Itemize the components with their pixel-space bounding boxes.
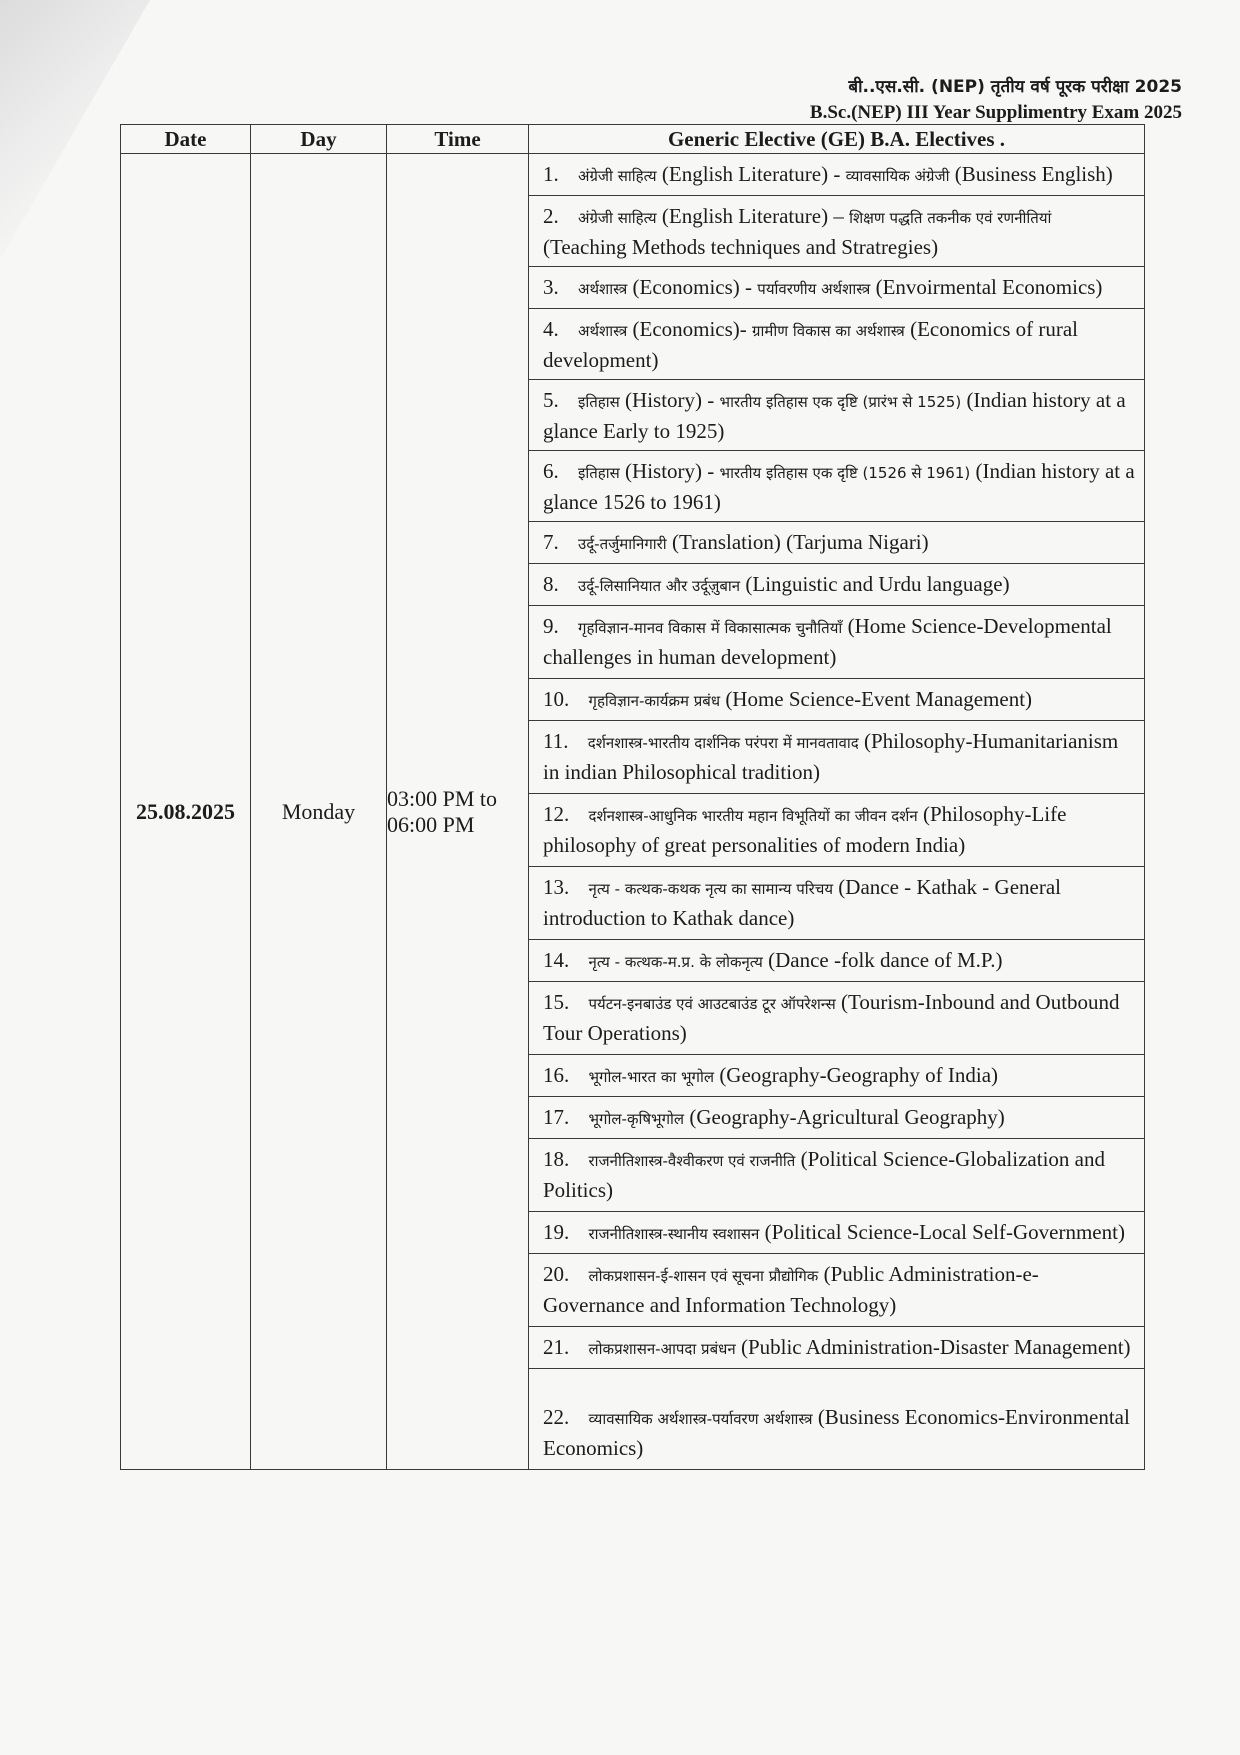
course-subname-hindi: शिक्षण पद्धति तकनीक एवं रणनीतियां xyxy=(849,209,1052,227)
course-name-hindi: गृहविज्ञान-कार्यक्रम प्रबंध xyxy=(588,692,721,710)
course-name-hindi: नृत्य - कत्थक-कथक नृत्य का सामान्य परिचय xyxy=(588,880,834,898)
course-number: 18. xyxy=(543,1147,570,1171)
course-item xyxy=(529,1139,1144,1212)
course-name-english: (History) - xyxy=(625,459,715,483)
course-name-hindi: लोकप्रशासन-आपदा प्रबंधन xyxy=(588,1340,736,1358)
course-subname-hindi: पर्यावरणीय अर्थशास्त्र xyxy=(757,280,871,298)
course-item xyxy=(529,1369,1144,1469)
course-number: 5. xyxy=(543,388,559,412)
course-name-english: (English Literature) - xyxy=(661,162,841,186)
course-item xyxy=(529,267,1144,309)
course-subname-english: (Indian history at a glance 1526 to 1961) xyxy=(543,459,1135,514)
exam-title-english: B.Sc.(NEP) III Year Supplimentry Exam 2025 xyxy=(809,102,1182,123)
column-header-time: Time xyxy=(387,125,529,154)
course-name-hindi: व्यावसायिक अर्थशास्त्र-पर्यावरण अर्थशास्त्र xyxy=(588,1410,813,1428)
exam-time-end: 06:00 PM xyxy=(387,811,475,837)
course-subname-english: (Teaching Methods techniques and Stratregies) xyxy=(543,235,939,259)
course-name-english: (Translation) (Tarjuma Nigari) xyxy=(671,530,929,554)
course-name-english: (Philosophy-Humanitarianism in indian Philosophical tradition) xyxy=(543,729,1119,784)
course-number: 3. xyxy=(543,275,559,299)
course-name-hindi: राजनीतिशास्त्र-वैश्वीकरण एवं राजनीति xyxy=(588,1152,796,1170)
course-item xyxy=(529,196,1144,267)
course-number: 7. xyxy=(543,530,559,554)
course-name-hindi: नृत्य - कत्थक-म.प्र. के लोकनृत्य xyxy=(588,953,763,971)
course-name-hindi: लोकप्रशासन-ई-शासन एवं सूचना प्रौद्योगिक xyxy=(588,1267,819,1285)
course-subname-english: (Indian history at a glance Early to 1925) xyxy=(543,388,1126,443)
course-name-english: (Home Science-Event Management) xyxy=(725,687,1033,711)
course-name-hindi: अंग्रेजी साहित्य xyxy=(578,209,657,227)
course-name-hindi: राजनीतिशास्त्र-स्थानीय स्वशासन xyxy=(588,1225,760,1243)
course-item xyxy=(529,1254,1144,1327)
course-name-hindi: उर्दू-तर्जुमानिगारी xyxy=(578,535,667,553)
course-number: 13. xyxy=(543,875,570,899)
exam-time-start: 03:00 PM to xyxy=(387,785,498,811)
column-header-subject: Generic Elective (GE) B.A. Electives . xyxy=(529,125,1145,154)
course-number: 2. xyxy=(543,204,559,228)
course-subname-hindi: व्यावसायिक अंग्रेजी xyxy=(845,167,950,185)
course-number: 16. xyxy=(543,1063,570,1087)
course-subname-english: (Business English) xyxy=(954,162,1113,186)
course-item xyxy=(529,679,1144,721)
course-number: 12. xyxy=(543,802,570,826)
course-name-english: (Dance -folk dance of M.P.) xyxy=(768,948,1003,972)
table-row xyxy=(121,154,1145,1470)
course-subname-hindi: ग्रामीण विकास का अर्थशास्त्र xyxy=(752,322,905,340)
course-item xyxy=(529,1097,1144,1139)
column-header-date: Date xyxy=(121,125,251,154)
course-name-english: (Political Science-Globalization and Politics) xyxy=(543,1147,1105,1202)
course-name-english: (Tourism-Inbound and Outbound Tour Operations) xyxy=(543,990,1120,1045)
course-item xyxy=(529,451,1144,522)
course-subname-hindi: भारतीय इतिहास एक दृष्टि (1526 से 1961) xyxy=(719,464,971,482)
course-name-english: (Geography-Agricultural Geography) xyxy=(689,1105,1005,1129)
course-item xyxy=(529,309,1144,380)
course-name-english: (Economics) - xyxy=(632,275,753,299)
course-subname-english: (Envoirmental Economics) xyxy=(875,275,1103,299)
course-name-hindi: अर्थशास्त्र xyxy=(578,322,628,340)
exam-day: Monday xyxy=(251,154,387,1470)
column-header-day: Day xyxy=(251,125,387,154)
course-number: 14. xyxy=(543,948,570,972)
course-name-hindi: उर्दू-लिसानियात और उर्दूज़ुबान xyxy=(578,577,741,595)
course-name-english: (Geography-Geography of India) xyxy=(719,1063,999,1087)
course-item xyxy=(529,940,1144,982)
course-name-english: (Dance - Kathak - General introduction to Kathak dance) xyxy=(543,875,1062,930)
course-item xyxy=(529,982,1144,1055)
course-number: 4. xyxy=(543,317,559,341)
course-item xyxy=(529,154,1144,196)
course-name-english: (History) - xyxy=(625,388,715,412)
course-item xyxy=(529,606,1144,679)
course-number: 9. xyxy=(543,614,559,638)
course-name-english: (Public Administration-e-Governance and Information Technology) xyxy=(543,1262,1039,1317)
exam-time xyxy=(387,154,529,1470)
course-name-english: (Philosophy-Life philosophy of great personalities of modern India) xyxy=(543,802,1067,857)
course-number: 20. xyxy=(543,1262,570,1286)
course-item xyxy=(529,564,1144,606)
course-number: 6. xyxy=(543,459,559,483)
course-name-hindi: अर्थशास्त्र xyxy=(578,280,628,298)
course-item xyxy=(529,380,1144,451)
course-name-hindi: दर्शनशास्त्र-आधुनिक भारतीय महान विभूतियों का जीवन दर्शन xyxy=(588,807,918,825)
course-number: 22. xyxy=(543,1405,570,1429)
course-item xyxy=(529,1055,1144,1097)
course-name-hindi: अंग्रेजी साहित्य xyxy=(578,167,657,185)
course-number: 10. xyxy=(543,687,570,711)
course-name-english: (Political Science-Local Self-Government) xyxy=(764,1220,1125,1244)
course-item xyxy=(529,1327,1144,1369)
course-name-english: (English Literature) – xyxy=(661,204,844,228)
course-subname-english: (Economics of rural development) xyxy=(543,317,1079,372)
course-name-hindi: भूगोल-कृषिभूगोल xyxy=(588,1110,685,1128)
course-number: 15. xyxy=(543,990,570,1014)
table-header-row xyxy=(121,125,1145,154)
course-number: 11. xyxy=(543,729,569,753)
course-name-english: (Business Economics-Environmental Economics) xyxy=(543,1405,1130,1460)
exam-schedule-table xyxy=(120,124,1145,1470)
course-item xyxy=(529,867,1144,940)
course-name-hindi: इतिहास xyxy=(578,393,620,411)
exam-title-hindi: बी..एस.सी. (NEP) तृतीय वर्ष पूरक परीक्षा 2025 xyxy=(848,77,1182,97)
course-name-english: (Public Administration-Disaster Management) xyxy=(740,1335,1131,1359)
course-list xyxy=(529,154,1145,1470)
course-name-hindi: पर्यटन-इनबाउंड एवं आउटबाउंड टूर ऑपरेशन्स xyxy=(588,995,836,1013)
course-name-hindi: भूगोल-भारत का भूगोल xyxy=(588,1068,715,1086)
course-number: 8. xyxy=(543,572,559,596)
course-number: 19. xyxy=(543,1220,570,1244)
course-item xyxy=(529,721,1144,794)
course-name-english: (Linguistic and Urdu language) xyxy=(745,572,1010,596)
exam-date: 25.08.2025 xyxy=(121,154,251,1470)
course-number: 1. xyxy=(543,162,559,186)
course-number: 17. xyxy=(543,1105,570,1129)
course-number: 21. xyxy=(543,1335,570,1359)
course-name-hindi: गृहविज्ञान-मानव विकास में विकासात्मक चुनौतियाँ xyxy=(578,619,843,637)
course-name-english: (Home Science-Developmental challenges in human development) xyxy=(543,614,1112,669)
course-subname-hindi: भारतीय इतिहास एक दृष्टि (प्रारंभ से 1525) xyxy=(719,393,962,411)
course-list-inner xyxy=(529,154,1144,1469)
course-name-hindi: दर्शनशास्त्र-भारतीय दार्शनिक परंपरा में मानवतावाद xyxy=(587,734,859,752)
course-item xyxy=(529,522,1144,564)
course-item xyxy=(529,1212,1144,1254)
course-name-hindi: इतिहास xyxy=(578,464,620,482)
course-item xyxy=(529,794,1144,867)
course-name-english: (Economics)- xyxy=(632,317,747,341)
